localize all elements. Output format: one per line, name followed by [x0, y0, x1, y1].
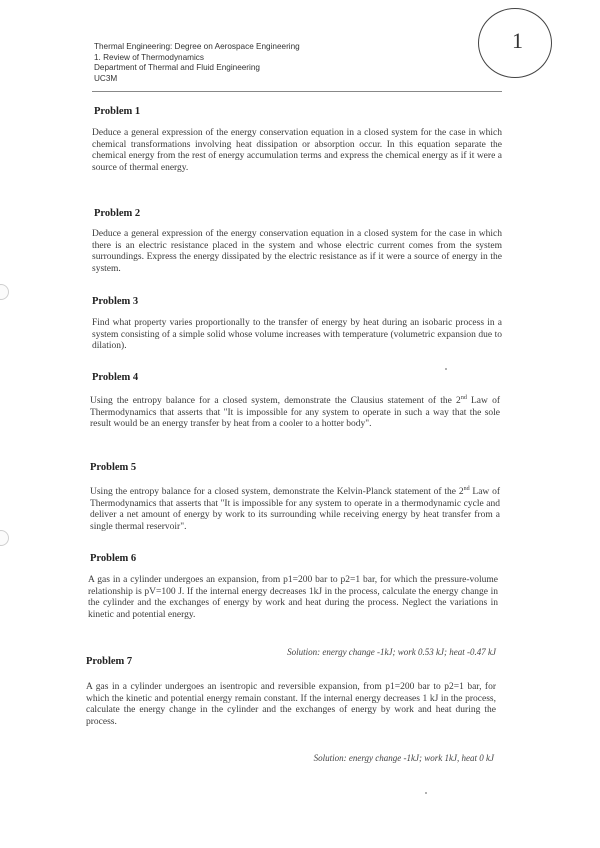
problem-4-superscript: nd	[460, 395, 467, 401]
problem-4-text	[90, 393, 500, 431]
header-topic: 1. Review of Thermodynamics	[94, 52, 204, 62]
problem-3-title: Problem 3	[92, 296, 139, 307]
punch-hole-bottom	[0, 530, 9, 546]
problem-3-text: Find what property varies proportionally to the transfer of energy by heat during an isobaric process in a system consisting of a simple solid whose volume increases with temperature (volumetric expansion due to dilation).	[92, 318, 502, 352]
problem-4-text-end: Law of Thermodynamics that asserts that "It is impossible for any system to operate in such a way that the sole result would be an energy transfer by heat from a cooler to a hotter body".	[90, 396, 500, 430]
problem-4-text-start: Using the entropy balance for a closed system, demonstrate the Clausius statement of the 2	[90, 396, 461, 407]
header-university: UC3M	[94, 73, 118, 83]
problem-7-text: A gas in a cylinder undergoes an isentropic and reversible expansion, from p1=200 bar to p2=1 bar, for which the kinetic and potential energy remain constant. If the internal energy decreases 1 kJ in the process, calculate the energy change in the cylinder and the exchanges of energy by work and heat during the process.	[86, 682, 496, 727]
problem-5-text	[90, 484, 500, 534]
scan-speck	[425, 792, 427, 794]
punch-hole-top	[0, 284, 9, 300]
header-department: Department of Thermal and Fluid Engineering	[94, 63, 260, 72]
header-divider	[92, 91, 502, 92]
header-course-title: Thermal Engineering: Degree on Aerospace Engineering	[94, 42, 300, 51]
problem-6-text: A gas in a cylinder undergoes an expansion, from p1=200 bar to p2=1 bar, for which the pressure-volume relationship is pV=100 J. If the internal energy decreases 1kJ in the process, calculate the energy change in the cylinder and the exchanges of energy by work and heat during the process. Neglect the variations in kinetic and potential energy.	[88, 575, 498, 620]
problem-5-title: Problem 5	[90, 462, 137, 473]
problem-2-text: Deduce a general expression of the energy conservation equation in a closed system for the case in which there is an electric resistance placed in the system and whose electric current comes from the system surroundings. Express the energy dissipated by the electric resistance as if it were a source of energy in the system.	[92, 229, 502, 274]
course-header	[94, 42, 300, 84]
problem-6-solution: Solution: energy change -1kJ; work 0.53 kJ; heat -0.47 kJ	[287, 647, 496, 657]
problem-7-solution: Solution: energy change -1kJ; work 1kJ, heat 0 kJ	[313, 753, 494, 763]
problem-2-title: Problem 2	[94, 208, 141, 219]
handwritten-page-number: 1	[512, 28, 523, 53]
problem-6-title: Problem 6	[90, 553, 137, 564]
problem-5-text-end: Law of Thermodynamics that asserts that "It is impossible for any system to operate in a thermodynamic cycle and deliver a net amount of energy by work to its surrounding while receiving energy by heat transfer from a single thermal reservoir".	[90, 487, 500, 532]
scan-speck	[445, 368, 447, 370]
problem-7-title: Problem 7	[86, 656, 133, 667]
problem-5-text-start: Using the entropy balance for a closed system, demonstrate the Kelvin-Planck statement of the 2	[90, 487, 464, 498]
problem-1-title: Problem 1	[94, 106, 141, 117]
problem-5-superscript: nd	[463, 486, 470, 492]
problem-4-title: Problem 4	[92, 372, 139, 383]
problem-1-text: Deduce a general expression of the energy conservation equation in a closed system for the case in which chemical transformations involving heat dissipation or absorption occur. In this equation separate the chemical energy from the rest of energy accumulation terms and express the chemical energy as if it were a source of thermal energy.	[92, 128, 502, 173]
